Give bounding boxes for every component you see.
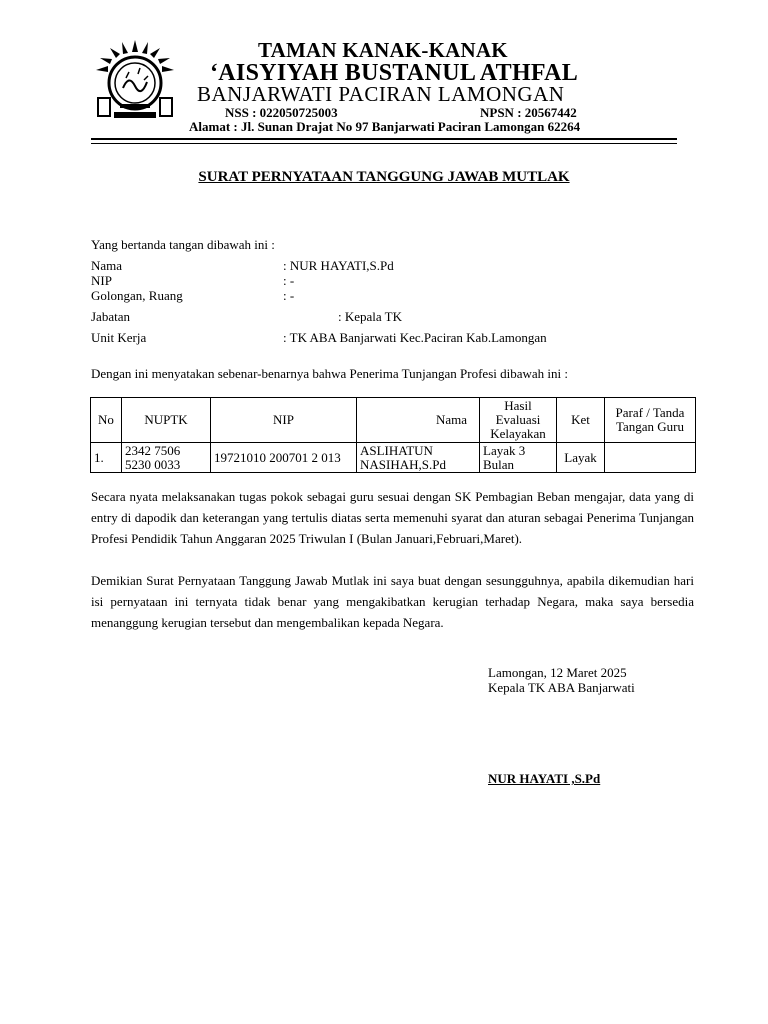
cell-nip: 19721010 200701 2 013 — [211, 443, 357, 473]
document-title: SURAT PERNYATAAN TANGGUNG JAWAB MUTLAK — [198, 169, 570, 185]
field-label-nama: Nama — [91, 258, 123, 273]
paragraph-declaration: Demikian Surat Pernyataan Tanggung Jawab Mutlak ini saya buat dengan sesungguhnya, apabila dikemudian hari isi pernyataan ini ternyata tidak benar yang mengakibatkan kerugian terhadap Negara, maka saya bersedia menanggung kerugian tersebut dan mengembalikan kepada Negara. — [91, 573, 694, 630]
cell-hasil: Layak 3 Bulan — [480, 443, 557, 473]
school-location: BANJARWATI PACIRAN LAMONGAN — [197, 82, 565, 106]
header-nama: Nama — [357, 398, 480, 443]
header-divider-thin — [91, 143, 677, 144]
table-row — [91, 443, 696, 473]
header-no: No — [91, 398, 122, 443]
statement-text: Dengan ini menyatakan sebenar-benarnya bahwa Penerima Tunjangan Profesi dibawah ini : — [91, 366, 568, 381]
field-label-nip: NIP — [91, 273, 112, 288]
school-type: TAMAN KANAK-KANAK — [258, 38, 508, 62]
cell-nama: ASLIHATUN NASIHAH,S.Pd — [357, 443, 480, 473]
header-divider-thick — [91, 138, 677, 140]
signature-place-date: Lamongan, 12 Maret 2025 — [488, 665, 627, 680]
cell-ket: Layak — [557, 443, 605, 473]
signature-name: NUR HAYATI ,S.Pd — [488, 771, 601, 786]
field-value-nip: : - — [283, 273, 295, 288]
header-nuptk: NUPTK — [122, 398, 211, 443]
field-value-unit-kerja: : TK ABA Banjarwati Kec.Paciran Kab.Lamongan — [283, 330, 547, 345]
signature-position: Kepala TK ABA Banjarwati — [488, 680, 635, 695]
paragraph-duties: Secara nyata melaksanakan tugas pokok sebagai guru sesuai dengan SK Pembagian Beban mengajar, data yang di entry di dapodik dan keterangan yang tertulis diatas serta memenuhi syarat dan aturan sebagai Penerima Tunjangan Profesi Pendidik Tahun Anggaran 2025 Triwulan I (Bulan Januari,Februari,Maret). — [91, 489, 694, 546]
cell-no: 1. — [91, 443, 122, 473]
cell-paraf — [605, 443, 696, 473]
school-address: Alamat : Jl. Sunan Drajat No 97 Banjarwati Paciran Lamongan 62264 — [189, 119, 581, 134]
header-ket: Ket — [557, 398, 605, 443]
intro-text: Yang bertanda tangan dibawah ini : — [91, 237, 275, 252]
field-value-jabatan: : Kepala TK — [338, 309, 403, 324]
recipient-table — [90, 397, 696, 473]
field-label-unit-kerja: Unit Kerja — [91, 330, 147, 345]
header-paraf: Paraf / Tanda Tangan Guru — [605, 398, 696, 443]
cell-nuptk: 2342 7506 5230 0033 — [122, 443, 211, 473]
aisyiyah-logo — [90, 38, 180, 128]
field-label-jabatan: Jabatan — [91, 309, 130, 324]
field-value-nama: : NUR HAYATI,S.Pd — [283, 258, 394, 273]
header-hasil-evaluasi: Hasil Evaluasi Kelayakan — [480, 398, 557, 443]
school-name: ‘AISYIYAH BUSTANUL ATHFAL — [210, 60, 579, 86]
npsn-number: NPSN : 20567442 — [480, 105, 577, 120]
field-label-golongan: Golongan, Ruang — [91, 288, 183, 303]
table-header-row — [91, 398, 696, 443]
nss-number: NSS : 022050725003 — [225, 105, 338, 120]
field-value-golongan: : - — [283, 288, 295, 303]
header-nip: NIP — [211, 398, 357, 443]
